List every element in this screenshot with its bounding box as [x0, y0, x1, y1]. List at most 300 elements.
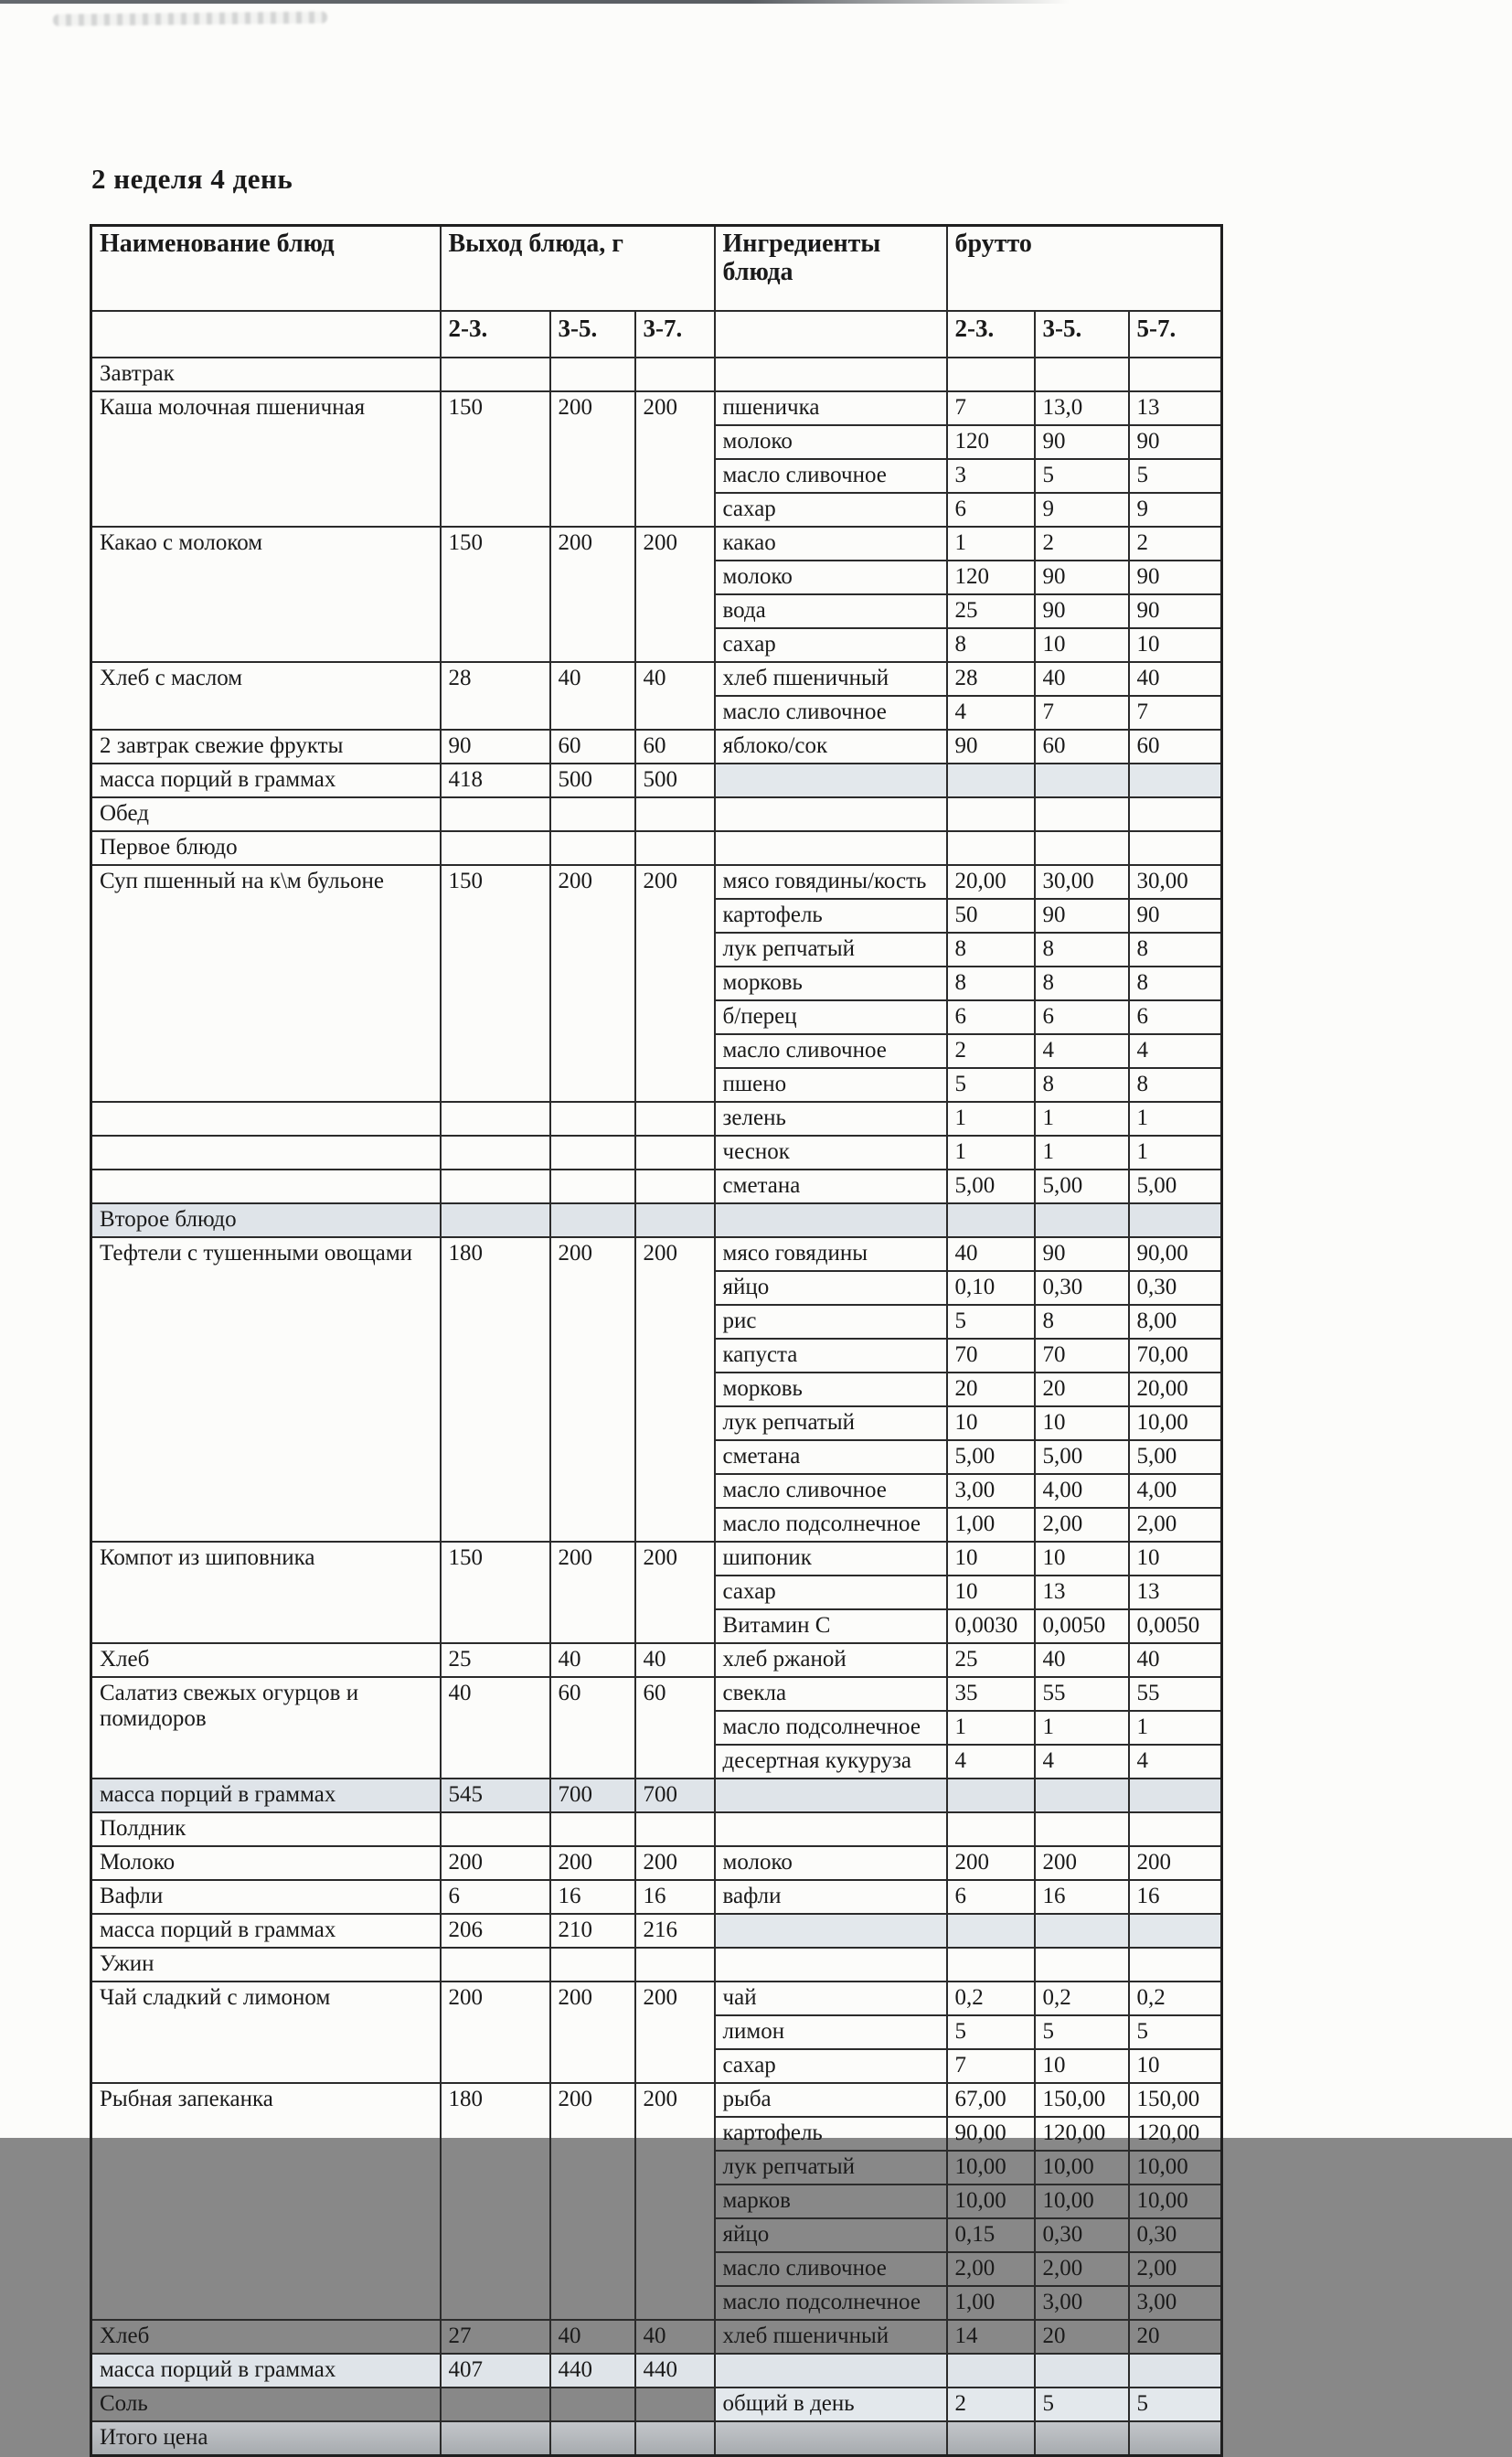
empty-cell [1129, 2354, 1222, 2388]
table-row [91, 1643, 1222, 1677]
brutto-value-cell: 1,00 [947, 1508, 1035, 1542]
empty-cell [1129, 2421, 1222, 2456]
brutto-value-cell: 55 [1129, 1677, 1222, 1711]
brutto-value-cell: 6 [947, 1880, 1035, 1914]
subheader-output-age-2: 3-5. [550, 311, 635, 358]
output-value-cell: 200 [550, 2083, 635, 2320]
brutto-value-cell: 13 [1035, 1576, 1129, 1609]
brutto-value-cell: 120,00 [1035, 2117, 1129, 2151]
output-value-cell: 40 [635, 2320, 715, 2354]
brutto-value-cell: 10 [1129, 628, 1222, 662]
ingredient-cell: хлеб пшеничный [715, 2320, 947, 2354]
brutto-value-cell: 10,00 [1035, 2151, 1129, 2185]
output-value-cell: 200 [635, 1237, 715, 1542]
output-value-cell: 150 [441, 391, 550, 527]
table-row [91, 1948, 1222, 1982]
brutto-value-cell: 0,2 [1129, 1982, 1222, 2015]
output-value-cell: 40 [441, 1677, 550, 1779]
empty-cell [91, 1136, 441, 1170]
brutto-value-cell: 120,00 [1129, 2117, 1222, 2151]
table-row [91, 1542, 1222, 1576]
brutto-value-cell: 120 [947, 425, 1035, 459]
empty-cell [715, 1914, 947, 1948]
brutto-value-cell: 4,00 [1129, 1474, 1222, 1508]
brutto-value-cell: 200 [1129, 1846, 1222, 1880]
brutto-value-cell: 5,00 [947, 1170, 1035, 1203]
ingredient-cell: сахар [715, 1576, 947, 1609]
empty-cell [441, 797, 550, 831]
output-value-cell: 40 [635, 1643, 715, 1677]
brutto-value-cell: 90 [1035, 425, 1129, 459]
ingredient-cell: лимон [715, 2015, 947, 2049]
brutto-value-cell: 8 [1035, 933, 1129, 967]
table-row [91, 1136, 1222, 1170]
brutto-value-cell: 5 [1035, 2015, 1129, 2049]
empty-cell [947, 831, 1035, 865]
empty-cell [715, 1812, 947, 1846]
ingredient-cell: вафли [715, 1880, 947, 1914]
brutto-value-cell: 1 [947, 527, 1035, 561]
brutto-value-cell: 10,00 [1035, 2185, 1129, 2218]
col-header-ingredients: Ингредиенты блюда [715, 226, 947, 312]
brutto-value-cell: 1 [947, 1136, 1035, 1170]
dish-name-cell: 2 завтрак свежие фрукты [91, 730, 441, 764]
empty-cell [635, 358, 715, 391]
ingredient-cell: лук репчатый [715, 2151, 947, 2185]
empty-cell [715, 358, 947, 391]
brutto-value-cell: 14 [947, 2320, 1035, 2354]
table-row [91, 2320, 1222, 2354]
empty-cell [441, 1203, 550, 1237]
empty-cell [947, 764, 1035, 797]
empty-cell [947, 1779, 1035, 1812]
brutto-value-cell: 0,10 [947, 1271, 1035, 1305]
brutto-value-cell: 3,00 [1129, 2286, 1222, 2320]
empty-cell [635, 797, 715, 831]
brutto-value-cell: 10,00 [1129, 1406, 1222, 1440]
empty-cell [1035, 764, 1129, 797]
table-row [91, 1914, 1222, 1948]
output-value-cell: 40 [550, 2320, 635, 2354]
section-label-cell: Второе блюдо [91, 1203, 441, 1237]
brutto-value-cell: 200 [1035, 1846, 1129, 1880]
output-value-cell: 200 [550, 865, 635, 1102]
brutto-value-cell: 90 [1129, 899, 1222, 933]
empty-cell [1035, 1914, 1129, 1948]
brutto-value-cell: 35 [947, 1677, 1035, 1711]
brutto-value-cell: 1 [1035, 1711, 1129, 1745]
table-row [91, 1170, 1222, 1203]
brutto-value-cell: 40 [1035, 1643, 1129, 1677]
output-value-cell: 200 [635, 1542, 715, 1643]
empty-cell [441, 1170, 550, 1203]
table-subheader-row [91, 311, 1222, 358]
empty-cell [1129, 764, 1222, 797]
brutto-value-cell: 20 [1035, 2320, 1129, 2354]
output-value-cell: 200 [635, 391, 715, 527]
output-value-cell: 200 [550, 1237, 635, 1542]
ingredient-cell: хлеб ржаной [715, 1643, 947, 1677]
ingredient-cell: молоко [715, 425, 947, 459]
brutto-value-cell: 90 [1035, 594, 1129, 628]
brutto-value-cell: 4 [1129, 1034, 1222, 1068]
output-value-cell: 180 [441, 1237, 550, 1542]
brutto-value-cell: 4 [947, 696, 1035, 730]
brutto-value-cell: 2,00 [947, 2252, 1035, 2286]
brutto-value-cell: 150,00 [1129, 2083, 1222, 2117]
brutto-value-cell: 0,30 [1035, 1271, 1129, 1305]
ingredient-cell: сахар [715, 628, 947, 662]
empty-cell [1129, 358, 1222, 391]
dish-name-cell: Рыбная запеканка [91, 2083, 441, 2320]
ingredient-cell: пшено [715, 1068, 947, 1102]
brutto-value-cell: 9 [1035, 493, 1129, 527]
brutto-value-cell: 8,00 [1129, 1305, 1222, 1339]
subheader-output-age-1: 2-3. [441, 311, 550, 358]
table-row [91, 1779, 1222, 1812]
brutto-value-cell: 5 [947, 1305, 1035, 1339]
table-row [91, 662, 1222, 696]
total-value-cell: 500 [550, 764, 635, 797]
brutto-value-cell: 200 [947, 1846, 1035, 1880]
brutto-value-cell: 16 [1035, 1880, 1129, 1914]
dish-name-cell: Молоко [91, 1846, 441, 1880]
pencil-smudge-artifact [53, 11, 327, 26]
brutto-value-cell: 6 [947, 1000, 1035, 1034]
dish-name-cell: Хлеб с маслом [91, 662, 441, 730]
total-value-cell: 407 [441, 2354, 550, 2388]
dish-name-cell: Вафли [91, 1880, 441, 1914]
empty-cell [635, 2421, 715, 2456]
table-row [91, 1982, 1222, 2015]
empty-cell [1035, 1812, 1129, 1846]
empty-cell [715, 1779, 947, 1812]
empty-cell [715, 831, 947, 865]
output-value-cell: 200 [550, 527, 635, 662]
brutto-value-cell: 70 [947, 1339, 1035, 1373]
ingredient-cell: масло сливочное [715, 1474, 947, 1508]
brutto-value-cell: 25 [947, 594, 1035, 628]
empty-cell [1035, 797, 1129, 831]
brutto-value-cell: 5,00 [947, 1440, 1035, 1474]
brutto-value-cell: 0,30 [1035, 2218, 1129, 2252]
empty-cell [1035, 2421, 1129, 2456]
brutto-value-cell: 7 [1129, 696, 1222, 730]
empty-cell [1129, 1914, 1222, 1948]
dish-name-cell: Соль [91, 2388, 441, 2421]
brutto-value-cell: 20,00 [947, 865, 1035, 899]
output-value-cell: 25 [441, 1643, 550, 1677]
brutto-value-cell: 20 [947, 1373, 1035, 1406]
brutto-value-cell: 4 [1035, 1745, 1129, 1779]
total-value-cell: 210 [550, 1914, 635, 1948]
brutto-value-cell: 9 [1129, 493, 1222, 527]
ingredient-cell: чеснок [715, 1136, 947, 1170]
ingredient-cell: масло сливочное [715, 1034, 947, 1068]
table-row [91, 1203, 1222, 1237]
ingredient-cell: б/перец [715, 1000, 947, 1034]
brutto-value-cell: 10 [1035, 628, 1129, 662]
brutto-value-cell: 1 [1035, 1102, 1129, 1136]
brutto-value-cell: 5 [947, 1068, 1035, 1102]
brutto-value-cell: 50 [947, 899, 1035, 933]
brutto-value-cell: 70,00 [1129, 1339, 1222, 1373]
output-value-cell: 40 [635, 662, 715, 730]
brutto-value-cell: 8 [947, 967, 1035, 1000]
brutto-value-cell: 13 [1129, 1576, 1222, 1609]
ingredient-cell: морковь [715, 1373, 947, 1406]
brutto-value-cell: 8 [1129, 933, 1222, 967]
empty-cell [1129, 1779, 1222, 1812]
total-label-cell: масса порций в граммах [91, 764, 441, 797]
dish-name-cell: Хлеб [91, 1643, 441, 1677]
brutto-value-cell: 0,15 [947, 2218, 1035, 2252]
brutto-value-cell: 6 [947, 493, 1035, 527]
brutto-value-cell: 8 [1035, 1068, 1129, 1102]
section-label-cell: Полдник [91, 1812, 441, 1846]
brutto-value-cell: 55 [1035, 1677, 1129, 1711]
output-value-cell [635, 2388, 715, 2421]
total-label-cell: масса порций в граммах [91, 1779, 441, 1812]
empty-cell [1035, 2354, 1129, 2388]
brutto-value-cell: 10 [1035, 1406, 1129, 1440]
empty-cell [947, 797, 1035, 831]
brutto-value-cell: 16 [1129, 1880, 1222, 1914]
ingredient-cell: зелень [715, 1102, 947, 1136]
brutto-value-cell: 70 [1035, 1339, 1129, 1373]
brutto-value-cell: 0,30 [1129, 1271, 1222, 1305]
subheader-brutto-age-1: 2-3. [947, 311, 1035, 358]
empty-cell [1129, 797, 1222, 831]
brutto-value-cell: 120 [947, 561, 1035, 594]
ingredient-cell: рыба [715, 2083, 947, 2117]
brutto-value-cell: 8 [947, 628, 1035, 662]
output-value-cell [441, 2388, 550, 2421]
output-value-cell: 200 [550, 391, 635, 527]
brutto-value-cell: 60 [1129, 730, 1222, 764]
brutto-value-cell: 4 [1035, 1034, 1129, 1068]
total-label-cell: масса порций в граммах [91, 1914, 441, 1948]
brutto-value-cell: 8 [1035, 1305, 1129, 1339]
dish-name-cell: Компот из шиповника [91, 1542, 441, 1643]
brutto-value-cell: 1 [947, 1102, 1035, 1136]
dish-name-cell: Салатиз свежых огурцов и помидоров [91, 1677, 441, 1779]
brutto-value-cell: 0,2 [1035, 1982, 1129, 2015]
empty-cell [550, 1136, 635, 1170]
output-value-cell: 60 [635, 1677, 715, 1779]
brutto-value-cell: 1 [1129, 1711, 1222, 1745]
brutto-value-cell: 30,00 [1129, 865, 1222, 899]
empty-cell [1129, 831, 1222, 865]
subheader-brutto-age-2: 3-5. [1035, 311, 1129, 358]
dish-name-cell: Суп пшенный на к\м бульоне [91, 865, 441, 1102]
ingredient-cell: молоко [715, 561, 947, 594]
ingredient-cell: капуста [715, 1339, 947, 1373]
ingredient-cell: пшеничка [715, 391, 947, 425]
empty-cell [550, 2421, 635, 2456]
empty-cell [550, 1170, 635, 1203]
empty-cell [441, 831, 550, 865]
empty-cell [947, 2421, 1035, 2456]
total-value-cell: 500 [635, 764, 715, 797]
brutto-value-cell: 7 [947, 391, 1035, 425]
output-value-cell: 16 [635, 1880, 715, 1914]
empty-cell [1129, 1948, 1222, 1982]
ingredient-cell: сметана [715, 1440, 947, 1474]
empty-cell [91, 1170, 441, 1203]
brutto-value-cell: 8 [1035, 967, 1129, 1000]
empty-cell [635, 1170, 715, 1203]
ingredient-cell: чай [715, 1982, 947, 2015]
empty-cell [441, 1948, 550, 1982]
ingredient-cell: сахар [715, 2049, 947, 2083]
ingredient-cell: лук репчатый [715, 933, 947, 967]
table-row [91, 1677, 1222, 1711]
empty-cell [1035, 831, 1129, 865]
empty-cell [947, 2354, 1035, 2388]
page-title: 2 неделя 4 день [91, 163, 293, 195]
ingredient-cell: картофель [715, 899, 947, 933]
empty-cell [635, 1136, 715, 1170]
brutto-value-cell: 2 [1129, 527, 1222, 561]
ingredient-cell: рис [715, 1305, 947, 1339]
ingredient-cell: десертная кукуруза [715, 1745, 947, 1779]
section-label-cell: Обед [91, 797, 441, 831]
total-value-cell: 440 [550, 2354, 635, 2388]
brutto-value-cell: 4,00 [1035, 1474, 1129, 1508]
brutto-value-cell: 1,00 [947, 2286, 1035, 2320]
brutto-value-cell: 10,00 [947, 2185, 1035, 2218]
dish-name-cell: Чай сладкий с лимоном [91, 1982, 441, 2083]
table-row [91, 1880, 1222, 1914]
brutto-value-cell: 8 [1129, 967, 1222, 1000]
brutto-value-cell: 10,00 [947, 2151, 1035, 2185]
brutto-value-cell: 8 [947, 933, 1035, 967]
output-value-cell: 200 [550, 1982, 635, 2083]
brutto-value-cell: 5,00 [1035, 1440, 1129, 1474]
brutto-value-cell: 2,00 [1035, 2252, 1129, 2286]
table-row [91, 358, 1222, 391]
subheader-empty [715, 311, 947, 358]
brutto-value-cell: 10,00 [1129, 2185, 1222, 2218]
ingredient-cell: морковь [715, 967, 947, 1000]
empty-cell [715, 797, 947, 831]
brutto-value-cell: 25 [947, 1643, 1035, 1677]
brutto-value-cell: 40 [947, 1237, 1035, 1271]
empty-cell [947, 1203, 1035, 1237]
brutto-value-cell: 1 [1129, 1136, 1222, 1170]
brutto-value-cell: 40 [1129, 662, 1222, 696]
ingredient-cell: яйцо [715, 1271, 947, 1305]
output-value-cell: 90 [441, 730, 550, 764]
brutto-value-cell: 40 [1035, 662, 1129, 696]
empty-cell [1035, 1779, 1129, 1812]
empty-cell [91, 1102, 441, 1136]
ingredient-cell: масло подсолнечное [715, 1508, 947, 1542]
empty-cell [550, 797, 635, 831]
empty-cell [715, 2354, 947, 2388]
brutto-value-cell: 150,00 [1035, 2083, 1129, 2117]
scanner-edge-artifact [0, 0, 1070, 4]
col-header-brutto: брутто [947, 226, 1222, 312]
table-row [91, 391, 1222, 425]
brutto-value-cell: 2,00 [1129, 1508, 1222, 1542]
subheader-empty [91, 311, 441, 358]
brutto-value-cell: 60 [1035, 730, 1129, 764]
empty-cell [441, 358, 550, 391]
empty-cell [550, 1203, 635, 1237]
table-row [91, 865, 1222, 899]
brutto-value-cell: 0,30 [1129, 2218, 1222, 2252]
col-header-output: Выход блюда, г [441, 226, 715, 312]
output-value-cell: 60 [550, 1677, 635, 1779]
ingredient-cell: яблоко/сок [715, 730, 947, 764]
brutto-value-cell: 6 [1035, 1000, 1129, 1034]
brutto-value-cell: 5 [1035, 459, 1129, 493]
brutto-value-cell: 0,0050 [1035, 1609, 1129, 1643]
empty-cell [947, 1914, 1035, 1948]
ingredient-cell: яйцо [715, 2218, 947, 2252]
output-value-cell: 60 [635, 730, 715, 764]
section-label-cell: Ужин [91, 1948, 441, 1982]
ingredient-cell: масло сливочное [715, 696, 947, 730]
brutto-value-cell: 4 [947, 1745, 1035, 1779]
ingredient-cell: Витамин С [715, 1609, 947, 1643]
output-value-cell: 150 [441, 1542, 550, 1643]
brutto-value-cell: 5,00 [1035, 1170, 1129, 1203]
empty-cell [550, 1102, 635, 1136]
empty-cell [715, 2421, 947, 2456]
brutto-value-cell: 30,00 [1035, 865, 1129, 899]
brutto-value-cell: 10 [1035, 1542, 1129, 1576]
ingredient-cell: масло сливочное [715, 2252, 947, 2286]
brutto-value-cell: 5 [1129, 2388, 1222, 2421]
dish-name-cell: Какао с молоком [91, 527, 441, 662]
ingredient-cell: сахар [715, 493, 947, 527]
output-value-cell: 200 [635, 865, 715, 1102]
empty-cell [1129, 1203, 1222, 1237]
total-value-cell: 700 [635, 1779, 715, 1812]
subheader-output-age-3: 3-7. [635, 311, 715, 358]
empty-cell [715, 764, 947, 797]
brutto-value-cell: 2 [947, 1034, 1035, 1068]
brutto-value-cell: 4 [1129, 1745, 1222, 1779]
brutto-value-cell: 40 [1129, 1643, 1222, 1677]
table-row [91, 2421, 1222, 2456]
ingredient-cell: лук репчатый [715, 1406, 947, 1440]
brutto-value-cell: 5,00 [1129, 1170, 1222, 1203]
ingredient-cell: общий в день [715, 2388, 947, 2421]
brutto-value-cell: 5 [1035, 2388, 1129, 2421]
empty-cell [441, 1102, 550, 1136]
table-row [91, 2388, 1222, 2421]
ingredient-cell: молоко [715, 1846, 947, 1880]
brutto-value-cell: 90 [947, 730, 1035, 764]
output-value-cell: 200 [550, 1846, 635, 1880]
total-label-cell: масса порций в граммах [91, 2354, 441, 2388]
brutto-value-cell: 10 [947, 1542, 1035, 1576]
output-value-cell: 27 [441, 2320, 550, 2354]
brutto-value-cell: 0,2 [947, 1982, 1035, 2015]
output-value-cell: 16 [550, 1880, 635, 1914]
output-value-cell: 180 [441, 2083, 550, 2320]
dish-name-cell: Хлеб [91, 2320, 441, 2354]
dish-name-cell: Каша молочная пшеничная [91, 391, 441, 527]
brutto-value-cell: 3,00 [1035, 2286, 1129, 2320]
brutto-value-cell: 90 [1035, 899, 1129, 933]
brutto-value-cell: 90 [1129, 561, 1222, 594]
output-value-cell: 40 [550, 662, 635, 730]
